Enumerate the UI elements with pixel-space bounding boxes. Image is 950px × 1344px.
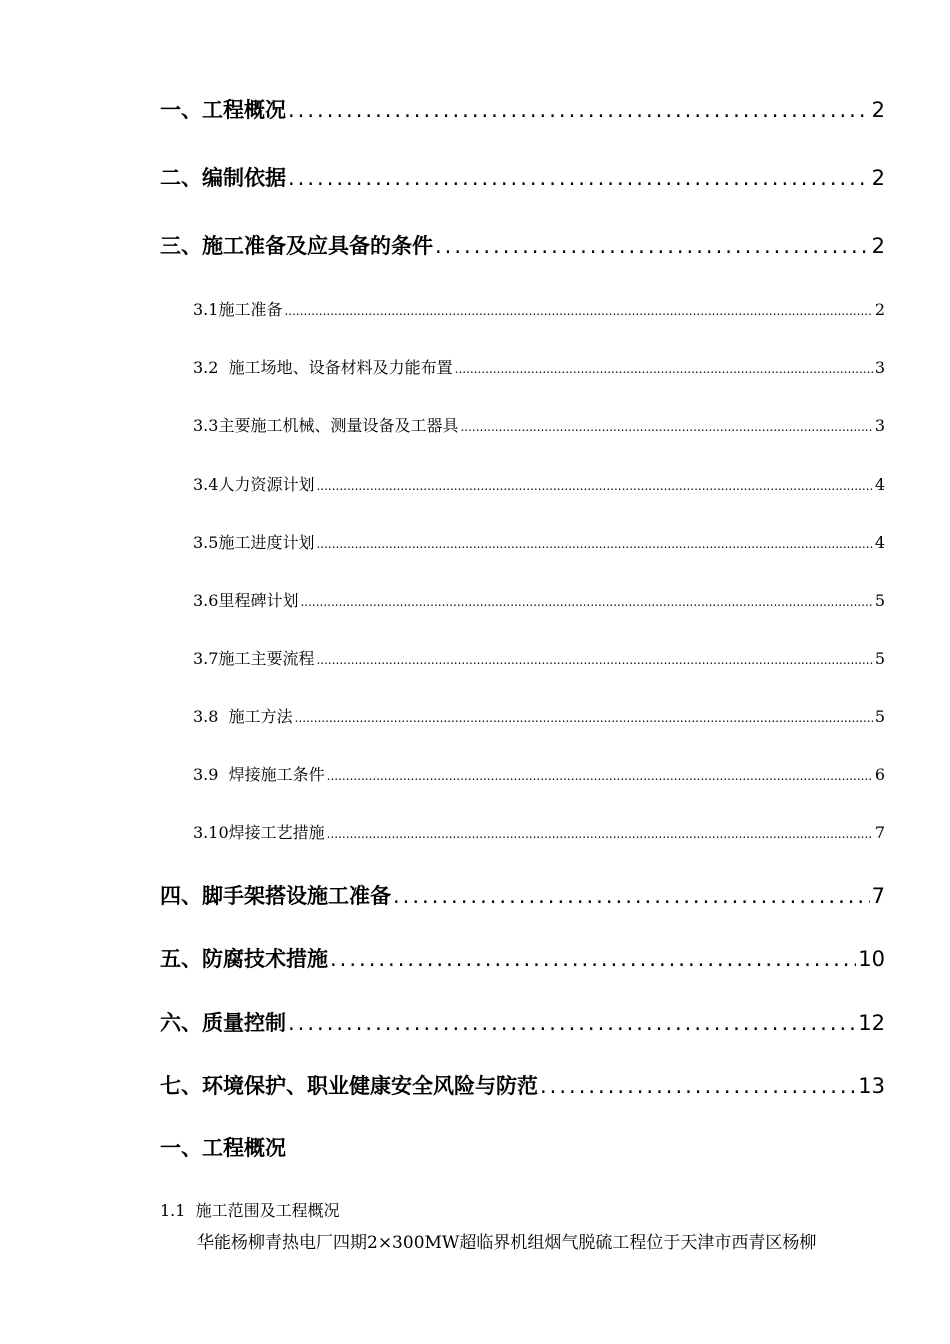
toc-dot-leader bbox=[393, 884, 870, 908]
toc-subentry-3-6[interactable] bbox=[193, 588, 885, 611]
toc-dot-leader bbox=[288, 166, 870, 190]
toc-entry-page: 10 bbox=[858, 947, 885, 971]
toc-dot-leader bbox=[460, 420, 872, 434]
toc-subentry-3-9[interactable] bbox=[193, 762, 885, 785]
toc-dot-leader bbox=[316, 537, 872, 551]
toc-subentry-page: 2 bbox=[874, 300, 885, 319]
body-paragraph: 华能杨柳青热电厂四期2×300MW超临界机组烟气脱硫工程位于天津市西青区杨柳 bbox=[197, 1233, 817, 1253]
toc-dot-leader bbox=[455, 362, 873, 376]
toc-dot-leader bbox=[284, 304, 872, 318]
toc-subentry-page: 4 bbox=[874, 533, 885, 552]
toc-entry-page: 2 bbox=[871, 98, 885, 122]
section-heading: 一、工程概况 bbox=[160, 1136, 286, 1160]
toc-subentry-title: 3.6里程碑计划 bbox=[193, 591, 299, 610]
toc-subentry-page: 3 bbox=[874, 358, 885, 377]
toc-entry-page: 2 bbox=[871, 166, 885, 190]
toc-subentry-title: 3.4人力资源计划 bbox=[193, 475, 315, 494]
toc-entry-page: 7 bbox=[871, 884, 885, 908]
toc-entry-anticorrosion-measures[interactable] bbox=[160, 943, 885, 973]
toc-entry-quality-control[interactable] bbox=[160, 1007, 885, 1037]
toc-entry-compilation-basis[interactable] bbox=[160, 162, 885, 192]
toc-subentry-3-5[interactable] bbox=[193, 530, 885, 553]
toc-dot-leader bbox=[316, 653, 872, 667]
toc-dot-leader bbox=[330, 947, 856, 971]
toc-dot-leader bbox=[540, 1074, 856, 1098]
toc-dot-leader bbox=[288, 1011, 856, 1035]
toc-dot-leader bbox=[327, 769, 873, 783]
toc-subentry-page: 5 bbox=[874, 591, 885, 610]
toc-subentry-title: 3.9 焊接施工条件 bbox=[193, 765, 325, 784]
toc-subentry-title: 3.2 施工场地、设备材料及力能布置 bbox=[193, 358, 453, 377]
toc-dot-leader bbox=[288, 98, 870, 122]
toc-dot-leader bbox=[327, 827, 873, 841]
toc-entry-title: 六、质量控制 bbox=[160, 1011, 286, 1035]
toc-subentry-3-8[interactable] bbox=[193, 704, 885, 727]
toc-dot-leader bbox=[295, 711, 873, 725]
toc-entry-title: 四、脚手架搭设施工准备 bbox=[160, 884, 391, 908]
toc-entry-page: 13 bbox=[858, 1074, 885, 1098]
toc-subentry-title: 3.7施工主要流程 bbox=[193, 649, 315, 668]
toc-entry-construction-preparation[interactable] bbox=[160, 230, 885, 260]
toc-subentry-page: 6 bbox=[874, 765, 885, 784]
toc-subentry-title: 3.1施工准备 bbox=[193, 300, 283, 319]
toc-subentry-3-10[interactable] bbox=[193, 820, 885, 843]
toc-entry-page: 2 bbox=[871, 234, 885, 258]
toc-subentry-3-4[interactable] bbox=[193, 472, 885, 495]
toc-subentry-page: 5 bbox=[874, 649, 885, 668]
toc-subentry-title: 3.3主要施工机械、测量设备及工器具 bbox=[193, 416, 459, 435]
toc-subentry-title: 3.10焊接工艺措施 bbox=[193, 823, 325, 842]
toc-dot-leader bbox=[316, 479, 872, 493]
toc-entry-title: 二、编制依据 bbox=[160, 166, 286, 190]
toc-subentry-page: 7 bbox=[874, 823, 885, 842]
toc-subentry-title: 3.8 施工方法 bbox=[193, 707, 293, 726]
toc-entry-title: 一、工程概况 bbox=[160, 98, 286, 122]
toc-subentry-3-1[interactable] bbox=[193, 297, 885, 320]
toc-entry-page: 12 bbox=[858, 1011, 885, 1035]
toc-subentry-title: 3.5施工进度计划 bbox=[193, 533, 315, 552]
toc-entry-engineering-overview[interactable] bbox=[160, 94, 885, 124]
toc-subentry-page: 5 bbox=[874, 707, 885, 726]
toc-entry-title: 三、施工准备及应具备的条件 bbox=[160, 234, 433, 258]
toc-entry-environment-safety[interactable] bbox=[160, 1070, 885, 1100]
sub-heading: 1.1 施工范围及工程概况 bbox=[160, 1201, 340, 1220]
toc-dot-leader bbox=[435, 234, 870, 258]
toc-subentry-page: 4 bbox=[874, 475, 885, 494]
toc-subentry-3-3[interactable] bbox=[193, 413, 885, 436]
toc-entry-title: 五、防腐技术措施 bbox=[160, 947, 328, 971]
toc-entry-scaffolding-preparation[interactable] bbox=[160, 880, 885, 910]
toc-subentry-3-2[interactable] bbox=[193, 355, 885, 378]
toc-subentry-page: 3 bbox=[874, 416, 885, 435]
toc-subentry-3-7[interactable] bbox=[193, 646, 885, 669]
toc-dot-leader bbox=[300, 595, 872, 609]
toc-entry-title: 七、环境保护、职业健康安全风险与防范 bbox=[160, 1074, 538, 1098]
